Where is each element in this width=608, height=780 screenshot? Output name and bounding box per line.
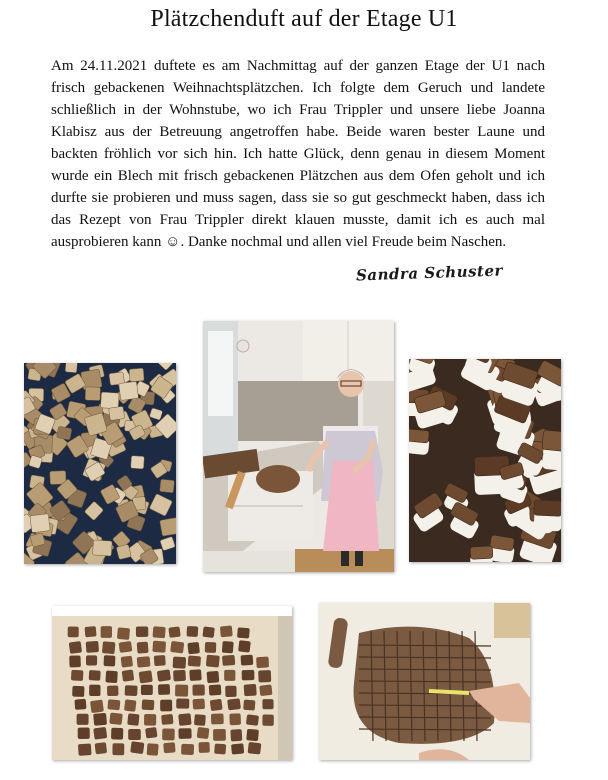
- photo-woman-baking: [203, 321, 394, 572]
- iced-cookies-image: [409, 359, 561, 562]
- photo-cutting-dough: [319, 603, 530, 760]
- photo-iced-cookies: [409, 359, 561, 562]
- photo-cookies-on-parchment: [52, 606, 292, 760]
- author-signature: Sandra Schuster: [355, 261, 504, 285]
- cookie-pile-image: [24, 363, 176, 564]
- cutting-dough-image: [319, 603, 530, 760]
- photo-cookie-pile: [24, 363, 176, 564]
- article-title: Plätzchenduft auf der Etage U1: [150, 6, 458, 32]
- article-body: Am 24.11.2021 duftete es am Nachmittag auf der ganzen Etage der U1 nach frisch gebackenen Weihnachtsplätzchen. Ich folgte dem Geruch und landete schließlich in der Wohnstube, wo ich Frau Trippler und unsere liebe Joanna Klabisz aus der Betreuung angetroffen habe. Beide waren bester Laune und backten fröhlich vor sich hin. Ich hatte Glück, denn genau in diesem Moment wurde ein Blech mit frisch gebackenen Plätzchen aus dem Ofen geholt und ich durfte sie probieren und muss sagen, dass sie so gut geschmeckt haben, dass ich das Rezept von Frau Trippler direkt klauen musste, damit ich es auch mal ausprobieren kann ☺. Danke nochmal und allen viel Freude beim Naschen.: [51, 58, 545, 250]
- woman-baking-image: [203, 321, 394, 572]
- cookies-on-parchment-image: [52, 606, 292, 760]
